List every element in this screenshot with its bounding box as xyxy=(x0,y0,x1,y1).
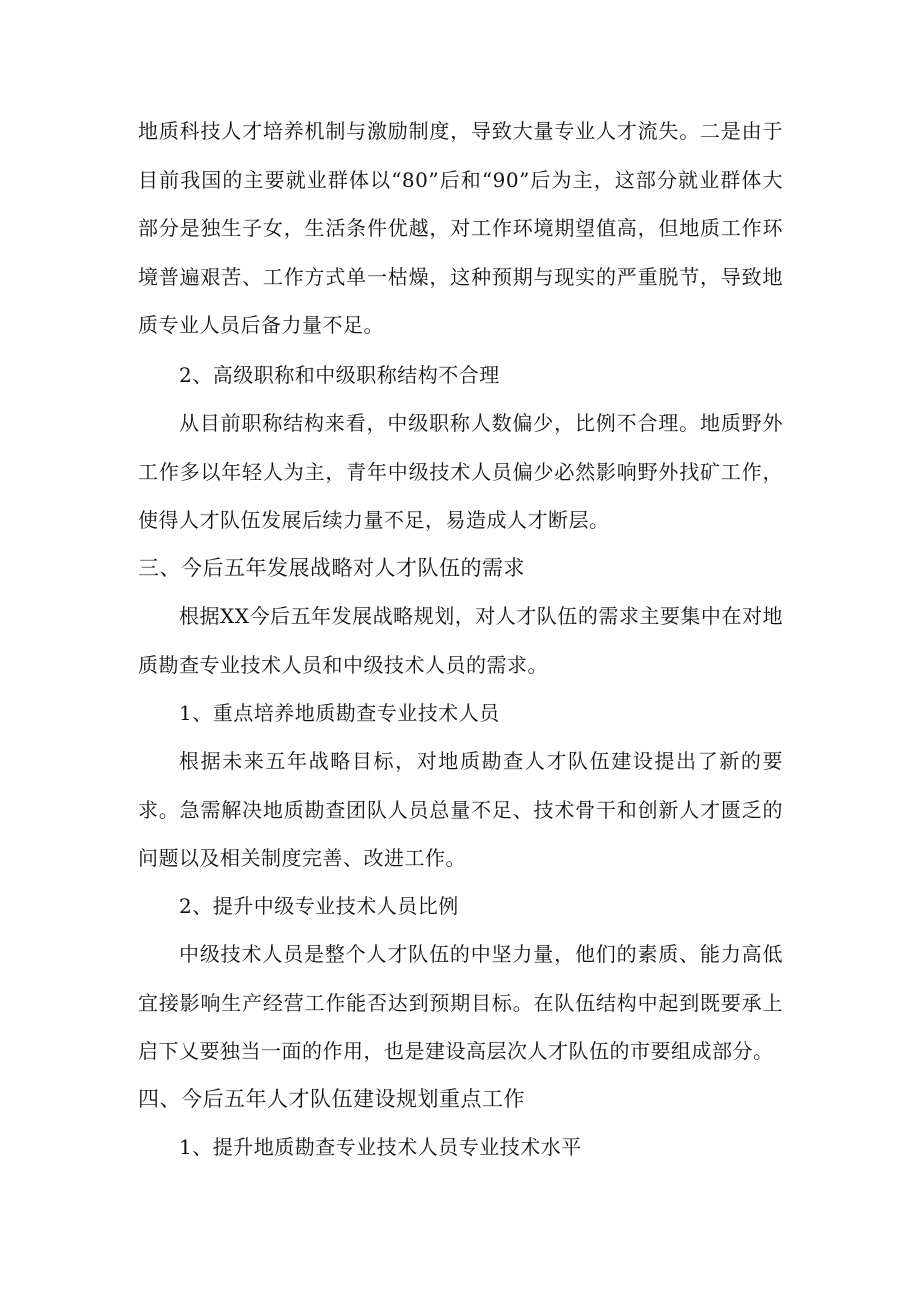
subheading-train-geologists: 1、重点培养地质勘查专业技术人员 xyxy=(179,701,500,725)
subheading-raise-intermediate: 2、提升中级专业技术人员比例 xyxy=(179,894,459,918)
paragraph-title-structure: 从目前职称结构来看，中级职称人数偏少，比例不合理。地质野外工作多以年轻人为主，青年中级技术人员偏少必然影响野外找矿工作，使得人才队伍发展后续力量不足，易造成人才断层。 xyxy=(138,411,783,532)
paragraph-talent-loss: 地质科技人才培养机制与激励制度，导致大量专业人才流失。二是由于目前我国的主要就业群体以“80”后和“90”后为主，这部分就业群体大部分是独生子女，生活条件优越，对工作环境期望值高，但地质工作环境普遍艰苦、工作方式单一枯燥，这种预期与现实的严重脱节，导致地质专业人员后备力量不足。 xyxy=(138,119,783,337)
paragraph-train-geologists: 根据未来五年战略目标，对地质勘查人才队伍建设提出了新的要求。急需解决地质勘查团队人员总量不足、技术骨干和创新人才匮乏的问题以及相关制度完善、改进工作。 xyxy=(138,749,783,870)
section-heading-three: 三、今后五年发展战略对人才队伍的需求 xyxy=(138,556,525,580)
section-heading-four: 四、今后五年人才队伍建设规划重点工作 xyxy=(138,1087,525,1111)
subheading-title-structure: 2、高级职称和中级职称结构不合理 xyxy=(179,363,500,387)
paragraph-raise-intermediate: 中级技术人员是整个人才队伍的中坚力量，他们的素质、能力高低宜接影响生产经营工作能否达到预期目标。在队伍结构中起到既要承上启下乂要独当一面的作用，也是建设高层次人才队伍的市要组成部分。 xyxy=(138,942,783,1063)
paragraph-strategy-needs: 根据XX今后五年发展战略规划，对人才队伍的需求主要集中在对地质勘查专业技术人员和中级技术人员的需求。 xyxy=(138,604,783,677)
subheading-improve-skill: 1、提升地质勘查专业技术人员专业技术水平 xyxy=(179,1135,582,1159)
